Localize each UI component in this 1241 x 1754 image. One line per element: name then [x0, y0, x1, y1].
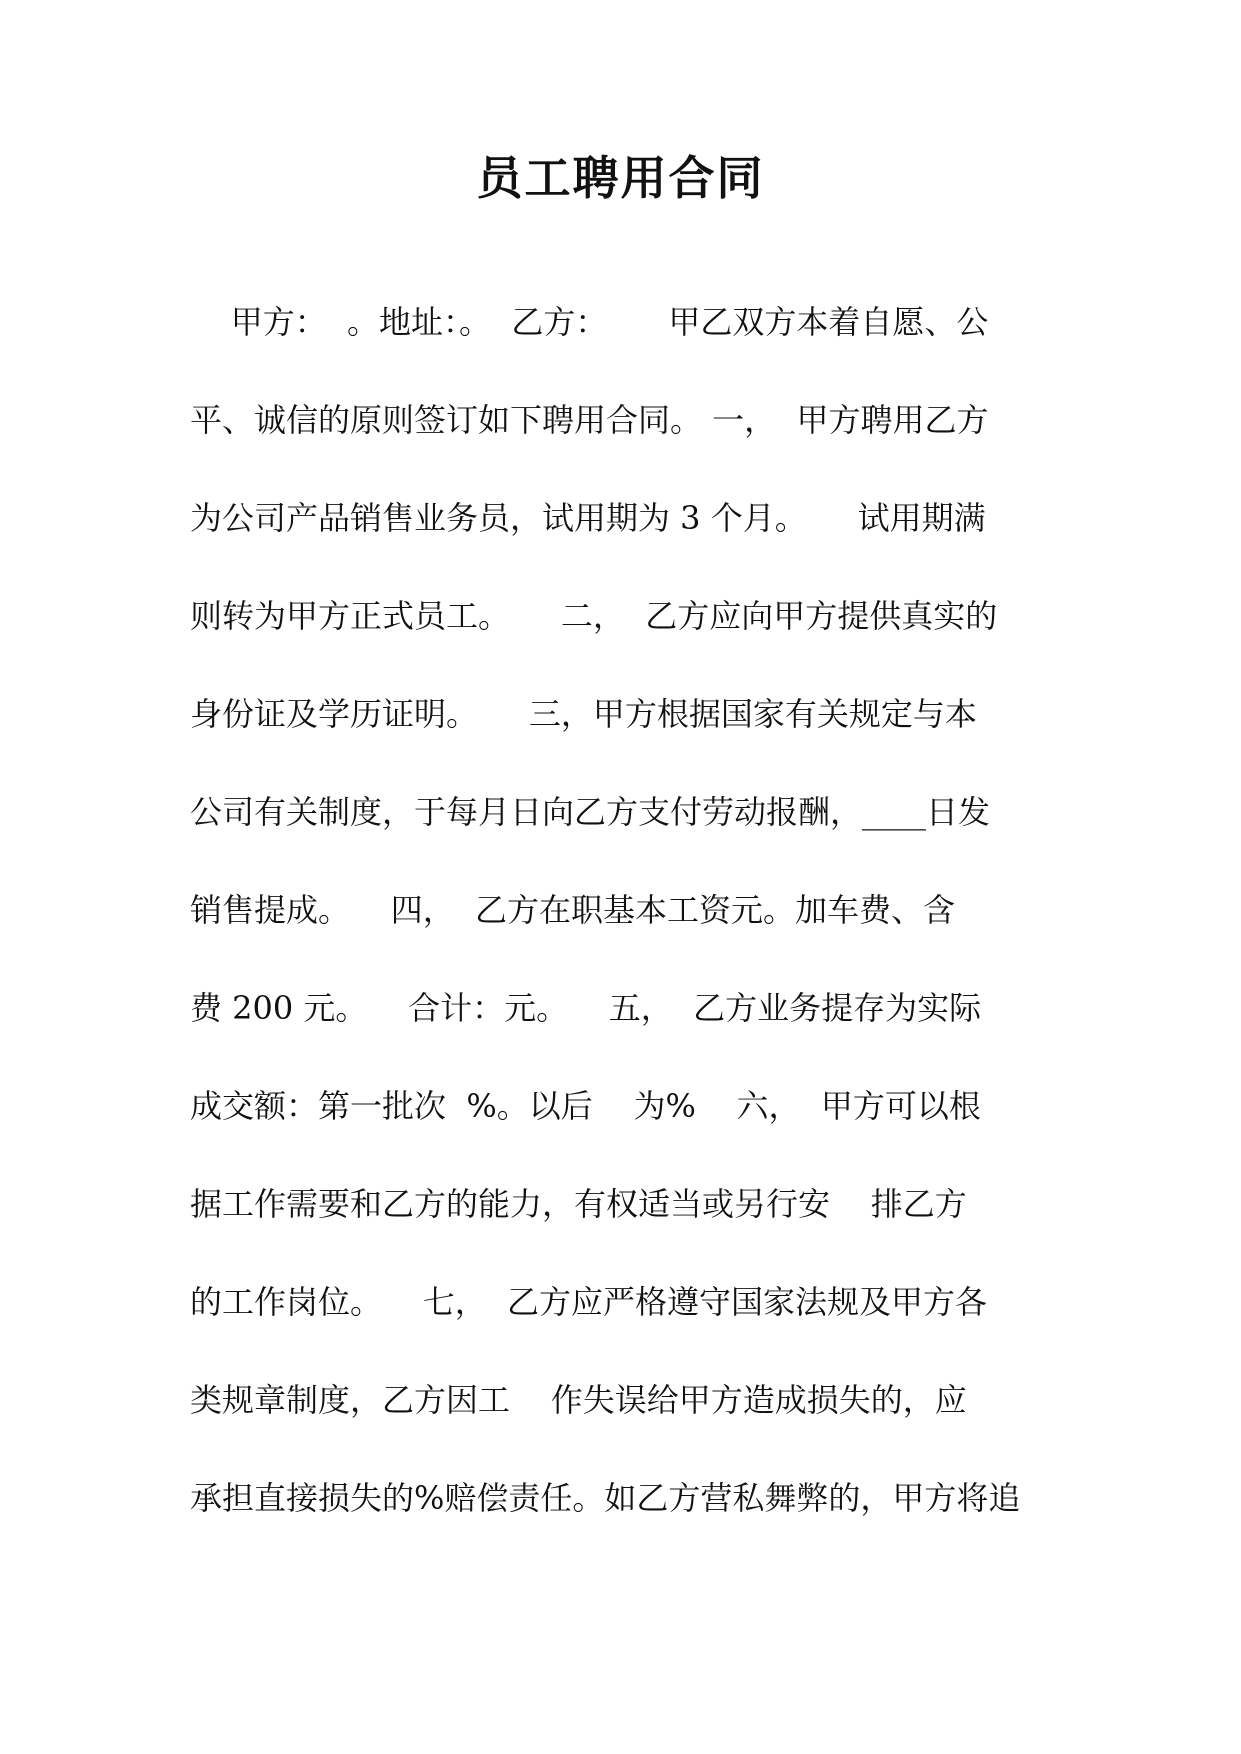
body-line: 则转为甲方正式员工。 二， 乙方应向甲方提供真实的 [190, 597, 998, 635]
body-line: 甲方： 。地址：。 乙方： 甲乙双方本着自愿、公 [190, 303, 989, 341]
body-line: 费 200 元。 合计：元。 五， 乙方业务提存为实际 [190, 989, 982, 1027]
body-line: 身份证及学历证明。 三，甲方根据国家有关规定与本 [190, 695, 977, 733]
body-line: 据工作需要和乙方的能力，有权适当或另行安 排乙方 [190, 1185, 967, 1223]
body-line: 为公司产品销售业务员，试用期为 3 个月。 试用期满 [190, 499, 986, 537]
contract-body [190, 300, 1070, 1574]
body-line: 承担直接损失的%赔偿责任。如乙方营私舞弊的，甲方将追 [190, 1479, 1021, 1517]
body-line: 类规章制度，乙方因工 作失误给甲方造成损失的，应 [190, 1381, 967, 1419]
document-title: 员工聘用合同 [476, 151, 765, 205]
body-line: 销售提成。 四， 乙方在职基本工资元。加车费、含 [190, 891, 956, 929]
body-line: 成交额：第一批次 %。以后 为% 六， 甲方可以根 [190, 1087, 981, 1125]
body-line: 公司有关制度，于每月日向乙方支付劳动报酬，____日发 [190, 793, 991, 831]
body-line: 的工作岗位。 七， 乙方应严格遵守国家法规及甲方各 [190, 1283, 988, 1321]
body-line: 平、诚信的原则签订如下聘用合同。 一， 甲方聘用乙方 [190, 401, 989, 439]
